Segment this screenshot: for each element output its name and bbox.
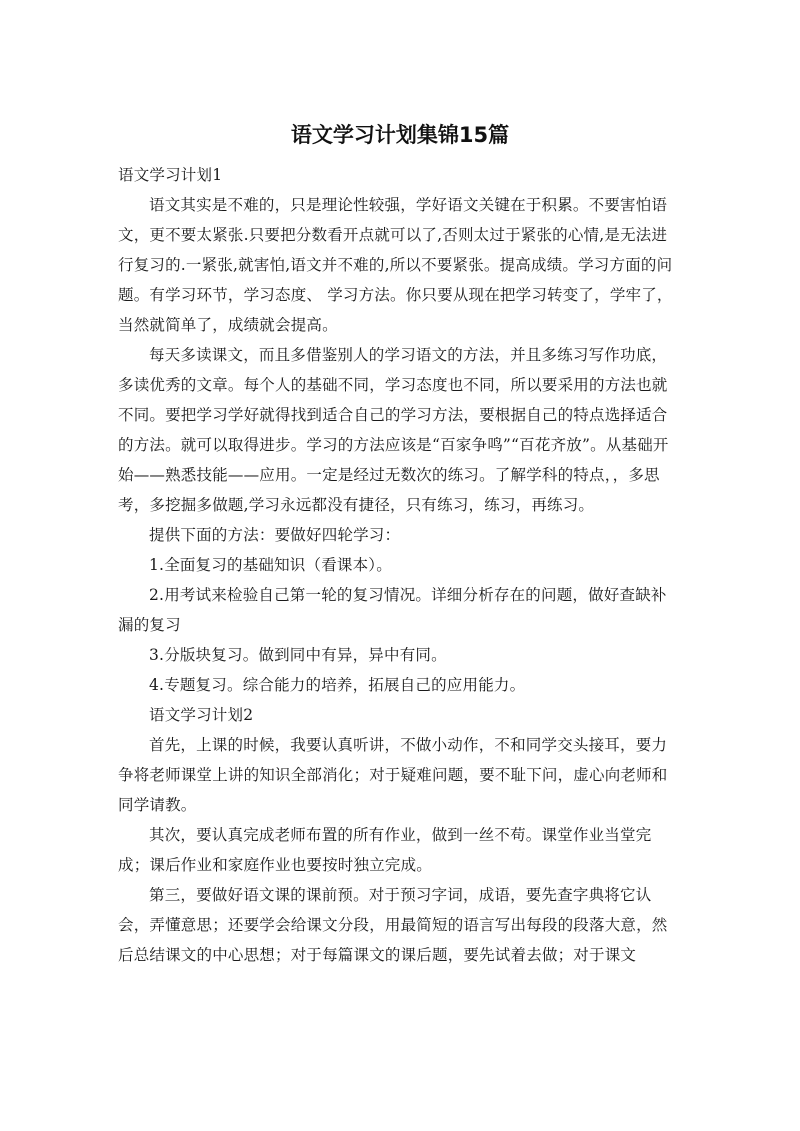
list-item: 3.分版块复习。做到同中有异，异中有同。 — [149, 646, 447, 664]
list-item: 1.全面复习的基础知识（看课本）。 — [149, 556, 392, 574]
list-item: 4.专题复习。综合能力的培养，拓展自己的应用能力。 — [149, 676, 526, 694]
document-title: 语文学习计划集锦15篇 — [290, 123, 510, 147]
body-paragraph: 提供下面的方法：要做好四轮学习： — [149, 526, 401, 544]
body-paragraph: 其次，要认真完成老师布置的所有作业，做到一丝不苟。课堂作业当堂完成；课后作业和家庭作业也要按时独立完成。 — [118, 826, 652, 874]
section-heading: 语文学习计划1 — [118, 166, 223, 184]
section-heading: 语文学习计划2 — [149, 706, 254, 724]
list-item: 2.用考试来检验自己第一轮的复习情况。详细分析存在的问题，做好查缺补漏的复习 — [118, 586, 667, 634]
body-paragraph: 首先，上课的时候，我要认真听讲，不做小动作，不和同学交头接耳，要力争将老师课堂上讲的知识全部消化；对于疑难问题，要不耻下问，虚心向老师和同学请教。 — [118, 736, 668, 814]
body-paragraph: 语文其实是不难的，只是理论性较强，学好语文关键在于积累。不要害怕语文，更不要太紧张.只要把分数看开点就可以了,否则太过于紧张的心情,是无法进行复习的.一紧张,就害怕,语文并不难的,所以不要紧张。提高成绩。学习方面的问题。有学习环节，学习态度、 学习方法。你只要从现在把学习转变了，学牢了，当然就简单了，成绩就会提高。 — [118, 196, 673, 334]
body-paragraph: 第三，要做好语文课的课前预。对于预习字词，成语，要先查字典将它认会，弄懂意思；还要学会给课文分段，用最简短的语言写出每段的段落大意，然后总结课文的中心思想；对于每篇课文的课后题，要先试着去做；对于课文 — [118, 886, 668, 964]
body-paragraph: 每天多读课文，而且多借鉴别人的学习语文的方法，并且多练习写作功底，多读优秀的文章。每个人的基础不同，学习态度也不同，所以要采用的方法也就不同。要把学习学好就得找到适合自己的学习方法，要根据自己的特点选择适合的方法。就可以取得进步。学习的方法应该是“百家争鸣”“百花齐放”。从基础开始——熟悉技能——应用。一定是经过无数次的练习。了解学科的特点，，多思考，多挖掘多做题,学习永远都没有捷径，只有练习，练习，再练习。 — [118, 346, 669, 514]
document-body — [118, 160, 674, 970]
